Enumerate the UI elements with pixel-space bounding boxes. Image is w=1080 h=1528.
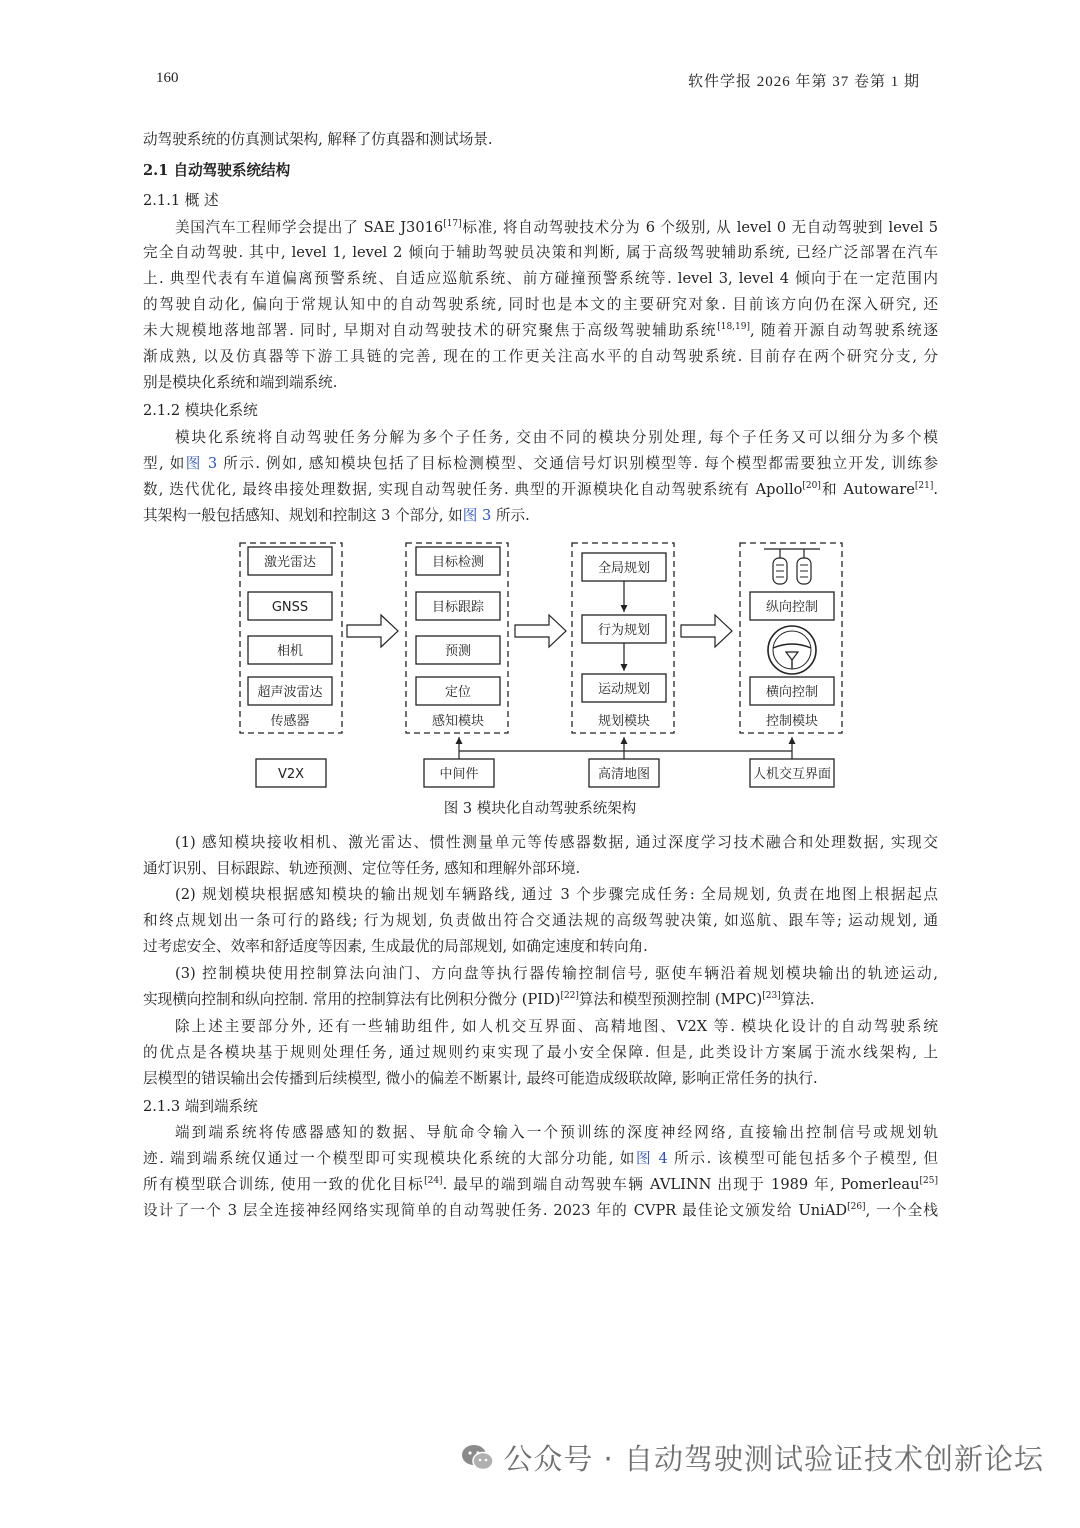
section-heading-2-1-2: 2.1.2 模块化系统: [143, 402, 258, 419]
text-line: 其架构一般包括感知、规划和控制这 3 个部分, 如图 3 所示.: [143, 507, 530, 524]
text-line: 美国汽车工程师学会提出了 SAE J3016[17]标准, 将自动驾驶技术分为 6 个级别, 从 level 0 无自动驾驶到 level 5: [175, 219, 938, 236]
flow-arrow: [515, 615, 566, 647]
citation[interactable]: [22]: [560, 991, 579, 1001]
citation[interactable]: [25]: [919, 1176, 938, 1186]
text-line: 模块化系统将自动驾驶任务分解为多个子任务, 交由不同的模块分别处理, 每个子任务又可以细分为多个模: [175, 429, 938, 446]
sensor-gnss: GNSS: [271, 600, 309, 615]
perception-tracking: 目标跟踪: [431, 600, 485, 615]
section-heading-2-1-1: 2.1.1 概 述: [143, 192, 219, 209]
text-line: 和终点规划出一条可行的路线; 行为规划, 负责做出符合交通法规的高级驾驶决策, 如巡航、跟车等; 运动规划, 通: [143, 912, 938, 929]
text-line: 型, 如图 3 所示. 例如, 感知模块包括了目标检测模型、交通信号灯识别模型等. 每个模型都需要独立开发, 训练参: [143, 455, 938, 472]
citation[interactable]: [17]: [443, 219, 462, 229]
planning-motion: 运动规划: [597, 682, 651, 697]
flow-arrow: [681, 615, 732, 647]
text-line: 别是模块化系统和端到端系统.: [143, 374, 338, 391]
figure-link[interactable]: 图 3: [185, 455, 218, 472]
text-line: (1) 感知模块接收相机、激光雷达、惯性测量单元等传感器数据, 通过深度学习技术融合和处理数据, 实现交: [175, 834, 938, 851]
sensor-ultrasonic: 超声波雷达: [257, 685, 323, 700]
text-line: 上. 典型代表有车道偏离预警系统、自适应巡航系统、前方碰撞预警系统等. level 3, level 4 倾向于在一定范围内: [143, 270, 938, 287]
steering-wheel-icon: [768, 626, 816, 674]
citation[interactable]: [24]: [424, 1176, 443, 1186]
citation[interactable]: [23]: [762, 991, 781, 1001]
text-line: 渐成熟, 以及仿真器等下游工具链的完善, 现在的工作更关注高水平的自动驾驶系统. 目前存在两个研究分支, 分: [143, 348, 938, 365]
text-line: 端到端系统将传感器感知的数据、导航命令输入一个预训练的深度神经网络, 直接输出控制信号或规划轨: [175, 1124, 938, 1141]
perception-prediction: 预测: [444, 644, 472, 659]
text-line: 通灯识别、目标跟踪、轨迹预测、定位等任务, 感知和理解外部环境.: [143, 860, 581, 877]
control-group-label: 控制模块: [765, 714, 819, 729]
text-line: 设计了一个 3 层全连接神经网络实现简单的自动驾驶任务. 2023 年的 CVPR 最佳论文颁发给 UniAD[26], 一个全栈: [143, 1202, 938, 1219]
text-line: 所有模型联合训练, 使用一致的优化目标[24]. 最早的端到端自动驾驶车辆 AVLINN 出现于 1989 年, Pomerleau[25]: [143, 1176, 938, 1193]
perception-detection: 目标检测: [431, 555, 485, 570]
text-line: 数, 迭代优化, 最终串接处理数据, 实现自动驾驶任务. 典型的开源模块化自动驾驶系统有 Apollo[20]和 Autoware[21].: [143, 481, 938, 498]
perception-group-label: 感知模块: [431, 714, 485, 729]
section-heading-2-1-3: 2.1.3 端到端系统: [143, 1098, 258, 1115]
planning-group-label: 规划模块: [597, 714, 651, 729]
planning-global: 全局规划: [597, 561, 651, 576]
wechat-icon: [461, 1443, 495, 1480]
text-line: 过考虑安全、效率和舒适度等因素, 生成最优的局部规划, 如确定速度和转向角.: [143, 938, 648, 955]
watermark-text: 公众号 · 自动驾驶测试验证技术创新论坛: [503, 1442, 1044, 1476]
text-line: 未大规模地落地部署. 同时, 早期对自动驾驶技术的研究聚焦于高级驾驶辅助系统[18,19], 随着开源自动驾驶系统逐: [143, 322, 938, 339]
page-number: 160: [156, 70, 179, 86]
section-heading-2-1: 2.1 自动驾驶系统结构: [143, 162, 291, 179]
journal-header: 软件学报 2026 年第 37 卷第 1 期: [687, 74, 920, 90]
citation[interactable]: [20]: [802, 481, 821, 491]
text-line: 完全自动驾驶. 其中, level 1, level 2 倾向于辅助驾驶员决策和判断, 属于高级驾驶辅助系统, 已经广泛部署在汽车: [143, 244, 938, 261]
text-line: (2) 规划模块根据感知模块的输出规划车辆路线, 通过 3 个步骤完成任务: 全局规划, 负责在地图上根据起点: [175, 886, 938, 903]
perception-localization: 定位: [444, 685, 472, 700]
figure-3-diagram: [0, 535, 1080, 795]
hmi-box: 人机交互界面: [752, 767, 832, 782]
sensor-camera: 相机: [276, 644, 304, 659]
text-line: 实现横向控制和纵向控制. 常用的控制算法有比例积分微分 (PID)[22]算法和模型预测控制 (MPC)[23]算法.: [143, 991, 815, 1008]
text-line: 的驾驶自动化, 偏向于常规认知中的自动驾驶系统, 同时也是本文的主要研究对象. 目前该方向仍在深入研究, 还: [143, 296, 938, 313]
text-line: 除上述主要部分外, 还有一些辅助组件, 如人机交互界面、高精地图、V2X 等. 模块化设计的自动驾驶系统: [175, 1018, 938, 1035]
control-longitudinal: 纵向控制: [765, 600, 819, 615]
watermark: [461, 1437, 1044, 1480]
text-line: 的优点是各模块基于规则处理任务, 通过规则约束实现了最小安全保障. 但是, 此类设计方案属于流水线架构, 上: [143, 1044, 938, 1061]
v2x-box: V2X: [277, 767, 305, 782]
planning-behavior: 行为规划: [597, 623, 651, 638]
citation[interactable]: [26]: [847, 1202, 866, 1212]
text-line: 动驾驶系统的仿真测试架构, 解释了仿真器和测试场景.: [143, 131, 493, 148]
sensor-group-label: 传感器: [270, 714, 310, 729]
citation[interactable]: [21]: [914, 481, 934, 491]
flow-arrow: [347, 615, 398, 647]
sensor-lidar: 激光雷达: [263, 555, 317, 570]
middleware-box: 中间件: [439, 767, 479, 782]
text-line: 层模型的错误输出会传播到后续模型, 微小的偏差不断累计, 最终可能造成级联故障, 影响正常任务的执行.: [143, 1070, 818, 1087]
control-lateral: 横向控制: [765, 685, 819, 700]
citation[interactable]: [18,19]: [717, 322, 751, 332]
figure-caption: 图 3 模块化自动驾驶系统架构: [443, 801, 637, 817]
figure-link[interactable]: 图 3: [462, 507, 492, 524]
hdmap-box: 高清地图: [597, 767, 651, 782]
text-line: (3) 控制模块使用控制算法向油门、方向盘等执行器传输控制信号, 驱使车辆沿着规划模块输出的轨迹运动,: [175, 965, 938, 982]
pedal-icon: [764, 549, 820, 584]
text-line: 迹. 端到端系统仅通过一个模型即可实现模块化系统的大部分功能, 如图 4 所示. 该模型可能包括多个子模型, 但: [143, 1150, 938, 1167]
figure-link[interactable]: 图 4: [635, 1150, 668, 1167]
